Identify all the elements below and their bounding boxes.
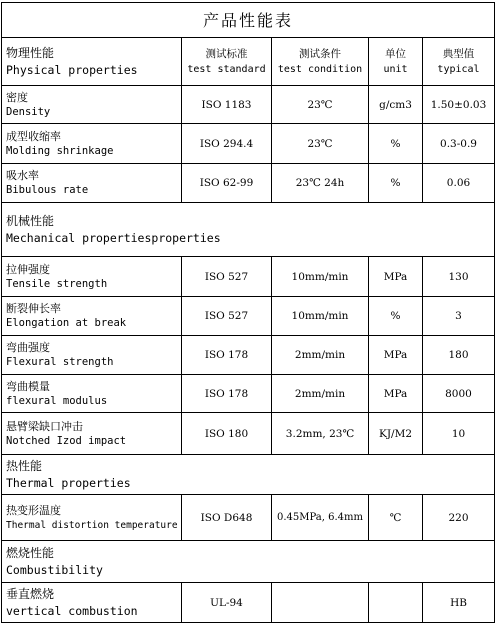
unit: MPa	[383, 349, 408, 361]
test-condition: 2mm/min	[294, 387, 346, 400]
test-condition: 23℃	[307, 98, 333, 111]
test-condition	[272, 583, 368, 622]
test-condition: 10mm/min	[291, 270, 349, 283]
test-condition: 10mm/min	[291, 310, 349, 322]
test-standard: ISO 178	[204, 387, 249, 400]
test-standard: ISO 527	[204, 270, 249, 283]
property-name: 吸水率 Bibulous rate	[6, 169, 89, 196]
test-condition: 2mm/min	[294, 349, 346, 361]
unit: MPa	[383, 270, 408, 283]
property-name: 悬臂梁缺口冲击 Notched Izod impact	[6, 419, 127, 447]
typical-value: 8000	[445, 387, 472, 400]
unit	[369, 583, 422, 622]
table-title: 产品性能表	[202, 11, 293, 30]
typical-value: 3	[455, 310, 462, 322]
test-condition: 0.45MPa, 6.4mm	[277, 512, 363, 523]
test-standard: UL-94	[210, 596, 243, 609]
typical-value: 10	[451, 427, 466, 440]
test-condition: 3.2mm, 23℃	[285, 427, 355, 440]
unit: MPa	[383, 387, 408, 400]
property-table	[1, 2, 495, 623]
unit: g/cm3	[379, 98, 412, 111]
test-standard: ISO 1183	[201, 98, 252, 111]
unit: %	[390, 137, 401, 150]
section-label-en: Physical properties	[6, 62, 138, 77]
test-condition: 23℃	[307, 137, 333, 150]
unit: %	[390, 177, 401, 189]
column-header-typical: 典型值 typical	[437, 47, 480, 75]
property-name: 断裂伸长率 Elongation at break	[6, 302, 127, 329]
typical-value: 220	[448, 511, 469, 524]
typical-value: 180	[448, 349, 469, 361]
test-standard: ISO 294.4	[199, 137, 254, 150]
unit: KJ/M2	[378, 427, 413, 440]
property-name: 热变形温度 Thermal distortion temperature	[6, 503, 178, 531]
property-name: 弯曲模量 flexural modulus	[6, 379, 108, 407]
thermal-section-header: 热性能 Thermal properties	[6, 458, 131, 490]
property-name: 垂直燃烧 vertical combustion	[6, 586, 138, 618]
typical-value: 0.3-0.9	[440, 137, 477, 150]
typical-value: HB	[450, 596, 467, 609]
test-standard: ISO 527	[204, 310, 249, 322]
property-name: 拉伸强度 Tensile strength	[6, 262, 108, 290]
combustibility-section-header: 燃烧性能 Combustibility	[6, 545, 103, 577]
typical-value: 0.06	[446, 177, 471, 189]
column-header-condition: 测试条件 test condition	[277, 47, 363, 75]
property-name: 密度 Density	[6, 90, 51, 118]
unit: ℃	[389, 511, 402, 524]
test-standard: ISO D648	[200, 511, 253, 524]
unit: %	[390, 310, 401, 322]
test-condition: 23℃ 24h	[295, 177, 345, 189]
column-header-unit: 单位 unit	[383, 47, 408, 75]
typical-value: 130	[448, 270, 469, 283]
column-header-standard: 测试标准 test standard	[187, 47, 266, 75]
test-standard: ISO 178	[204, 349, 249, 361]
physical-section-header	[2, 38, 181, 85]
property-name: 成型收缩率 Molding shrinkage	[6, 129, 114, 157]
property-name: 弯曲强度 Flexural strength	[6, 341, 114, 368]
section-label-cn: 物理性能	[6, 45, 55, 60]
test-standard: ISO 62-99	[199, 177, 254, 189]
test-standard: ISO 180	[204, 427, 249, 440]
typical-value: 1.50±0.03	[430, 98, 487, 111]
mechanical-section-header: 机械性能 Mechanical propertiesproperties	[6, 213, 221, 245]
